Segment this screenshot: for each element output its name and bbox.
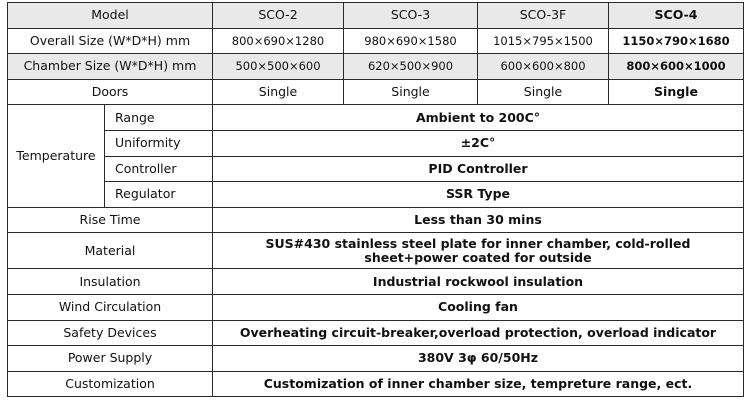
overall-size-sco-3: 980×690×1580 xyxy=(344,28,478,54)
temperature-controller-row xyxy=(8,156,744,182)
customization-label: Customization xyxy=(8,371,213,397)
uniformity-value: ±2C° xyxy=(213,130,744,156)
temperature-regulator-row xyxy=(8,182,744,208)
rise-time-row xyxy=(8,207,744,233)
overall-size-row xyxy=(8,28,744,54)
model-sco-4: SCO-4 xyxy=(609,3,744,29)
safety-devices-label: Safety Devices xyxy=(8,320,213,346)
wind-circulation-value: Cooling fan xyxy=(213,294,744,320)
wind-circulation-label: Wind Circulation xyxy=(8,294,213,320)
rise-time-value: Less than 30 mins xyxy=(213,207,744,233)
overall-size-sco-3f: 1015×795×1500 xyxy=(478,28,609,54)
insulation-value: Industrial rockwool insulation xyxy=(213,269,744,295)
model-row xyxy=(8,3,744,29)
customization-row xyxy=(8,371,744,397)
wind-circulation-row xyxy=(8,294,744,320)
overall-size-label: Overall Size (W*D*H) mm xyxy=(8,28,213,54)
chamber-size-sco-4: 800×600×1000 xyxy=(609,54,744,80)
range-value: Ambient to 200C° xyxy=(213,105,744,131)
controller-value: PID Controller xyxy=(213,156,744,182)
power-supply-row xyxy=(8,346,744,372)
customization-value: Customization of inner chamber size, tempreture range, ect. xyxy=(213,371,744,397)
temperature-label: Temperature xyxy=(8,105,105,207)
uniformity-label: Uniformity xyxy=(105,130,213,156)
overall-size-sco-2: 800×690×1280 xyxy=(213,28,344,54)
chamber-size-sco-3f: 600×600×800 xyxy=(478,54,609,80)
material-label: Material xyxy=(8,233,213,269)
safety-devices-row xyxy=(8,320,744,346)
insulation-label: Insulation xyxy=(8,269,213,295)
model-sco-3: SCO-3 xyxy=(344,3,478,29)
model-sco-2: SCO-2 xyxy=(213,3,344,29)
material-row xyxy=(8,233,744,269)
overall-size-sco-4: 1150×790×1680 xyxy=(609,28,744,54)
regulator-label: Regulator xyxy=(105,182,213,208)
range-label: Range xyxy=(105,105,213,131)
temperature-range-row xyxy=(8,105,744,131)
model-label: Model xyxy=(8,3,213,29)
chamber-size-sco-2: 500×500×600 xyxy=(213,54,344,80)
doors-label: Doors xyxy=(8,79,213,105)
power-supply-label: Power Supply xyxy=(8,346,213,372)
safety-devices-value: Overheating circuit-breaker,overload protection, overload indicator xyxy=(213,320,744,346)
controller-label: Controller xyxy=(105,156,213,182)
chamber-size-row xyxy=(8,54,744,80)
doors-sco-3f: Single xyxy=(478,79,609,105)
regulator-value: SSR Type xyxy=(213,182,744,208)
doors-sco-4: Single xyxy=(609,79,744,105)
rise-time-label: Rise Time xyxy=(8,207,213,233)
doors-row xyxy=(8,79,744,105)
model-sco-3f: SCO-3F xyxy=(478,3,609,29)
insulation-row xyxy=(8,269,744,295)
material-value: SUS#430 stainless steel plate for inner chamber, cold-rolled sheet+power coated for outside xyxy=(213,233,744,269)
spec-table xyxy=(7,2,744,397)
chamber-size-sco-3: 620×500×900 xyxy=(344,54,478,80)
doors-sco-3: Single xyxy=(344,79,478,105)
temperature-uniformity-row xyxy=(8,130,744,156)
doors-sco-2: Single xyxy=(213,79,344,105)
power-supply-value: 380V 3φ 60/50Hz xyxy=(213,346,744,372)
chamber-size-label: Chamber Size (W*D*H) mm xyxy=(8,54,213,80)
